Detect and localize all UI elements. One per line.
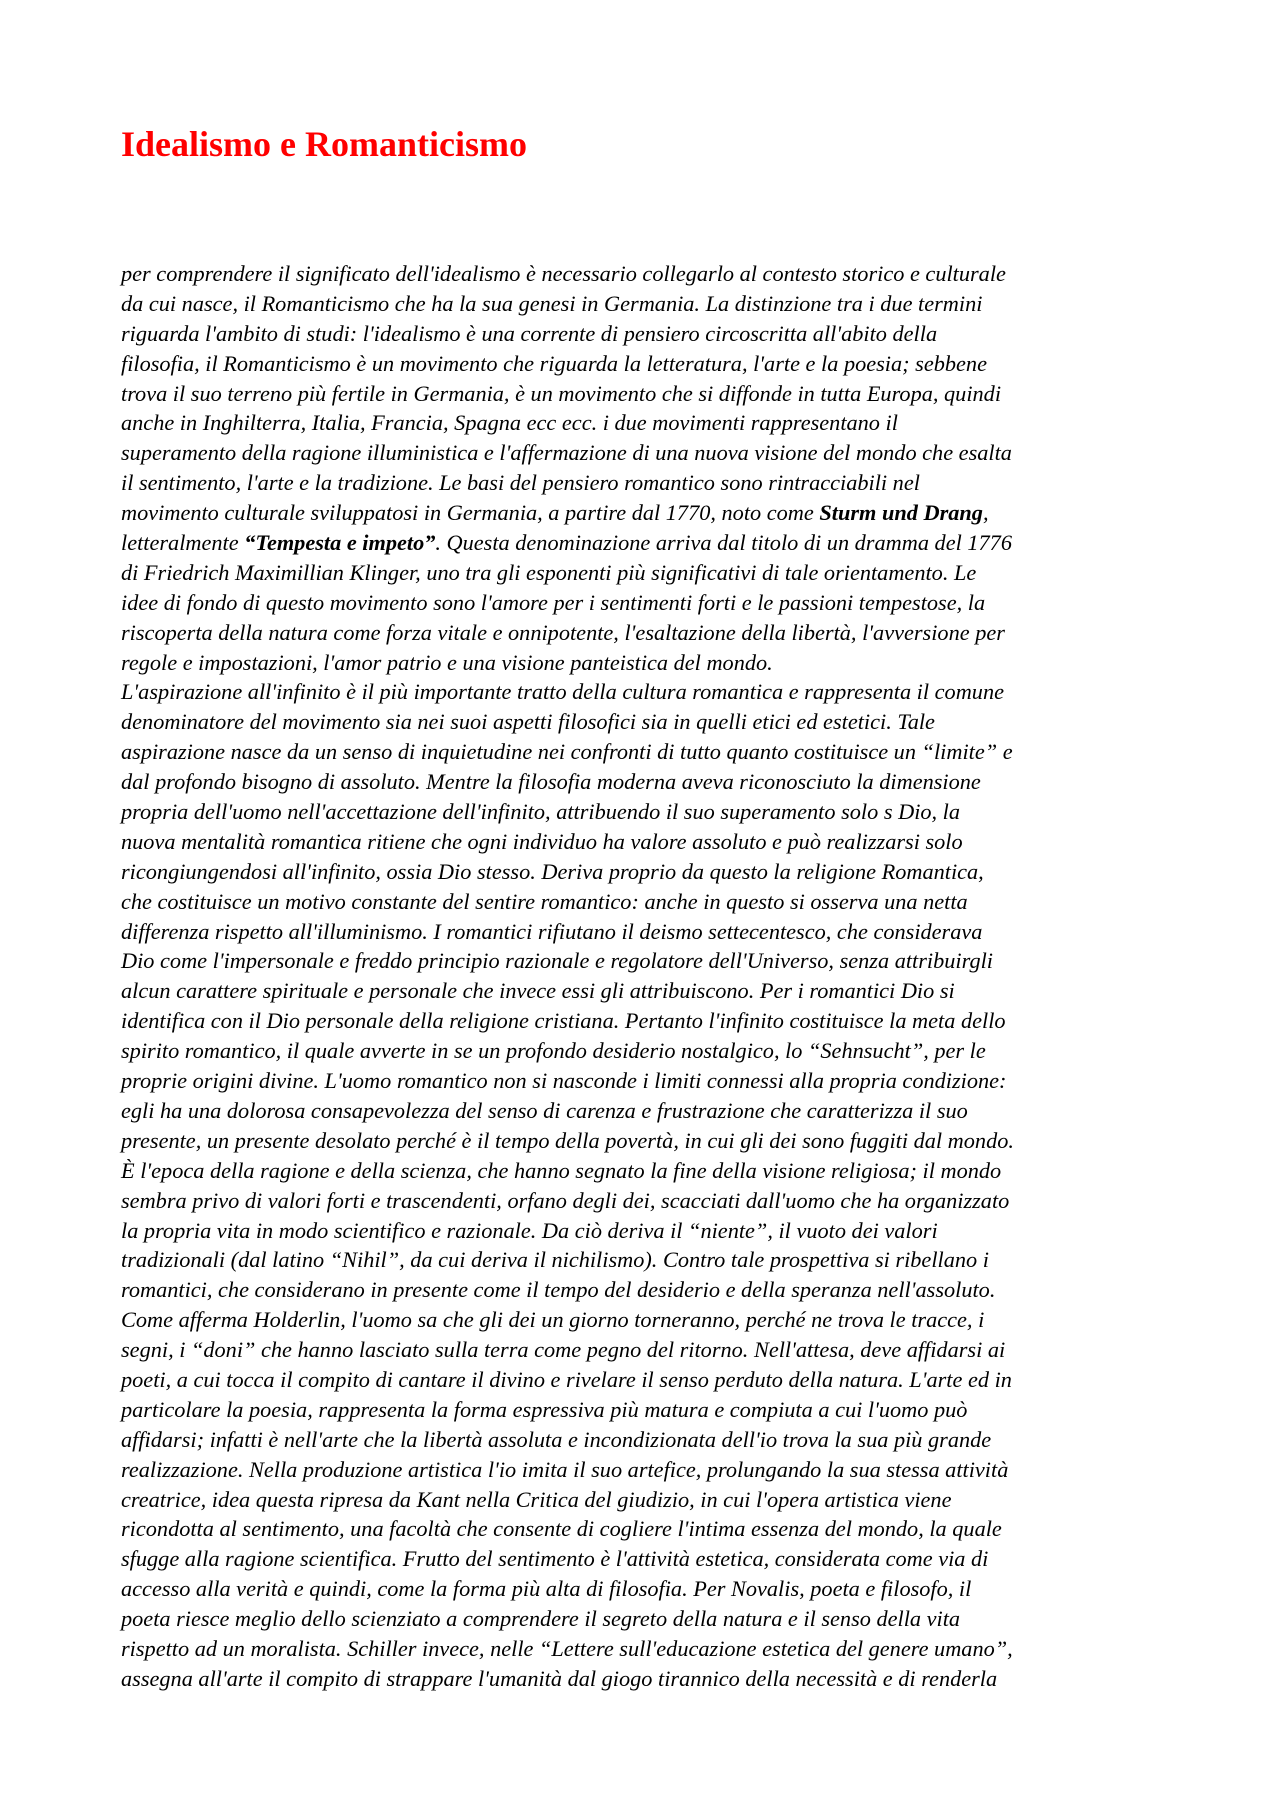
text-run: assegna all'arte il compito di strappare l'umanità dal giogo tirannico della necessità e di renderla xyxy=(121,1665,998,1691)
text-line xyxy=(121,976,1171,1006)
text-line xyxy=(121,379,1171,409)
text-run: poeta riesce meglio dello scienziato a comprendere il segreto della natura e il senso della vita xyxy=(121,1606,961,1632)
text-line xyxy=(121,1485,1171,1515)
text-line xyxy=(121,1245,1171,1275)
text-line xyxy=(121,1036,1171,1066)
text-run: , xyxy=(982,500,989,526)
text-run: regole e impostazioni, l'amor patrio e una visione panteistica del mondo. xyxy=(121,649,773,675)
text-line xyxy=(121,528,1171,558)
text-line xyxy=(121,1664,1171,1694)
text-line xyxy=(121,677,1171,707)
text-line xyxy=(121,1395,1171,1425)
text-line xyxy=(121,648,1171,678)
page-title: Idealismo e Romanticismo xyxy=(121,124,527,164)
text-line xyxy=(121,618,1171,648)
text-line xyxy=(121,946,1171,976)
text-line xyxy=(121,498,1171,528)
text-line xyxy=(121,408,1171,438)
text-run: È l'epoca della ragione e della scienza, che hanno segnato la fine della visione religiosa; il mondo xyxy=(121,1157,1002,1183)
text-run: il sentimento, l'arte e la tradizione. Le basi del pensiero romantico sono rintracciabili nel xyxy=(121,470,920,496)
text-line xyxy=(121,857,1171,887)
text-line xyxy=(121,1365,1171,1395)
text-run: ricongiungendosi all'infinito, ossia Dio stesso. Deriva proprio da questo la religione Romantica, xyxy=(121,858,984,884)
text-run: alcun carattere spirituale e personale che invece essi gli attribuiscono. Per i romantici Dio si xyxy=(121,978,955,1004)
text-run: particolare la poesia, rappresenta la forma espressiva più matura e compiuta a cui l'uomo può xyxy=(121,1396,968,1422)
text-line xyxy=(121,319,1171,349)
text-run: poeti, a cui tocca il compito di cantare il divino e rivelare il senso perduto della natura. L'arte ed in xyxy=(121,1366,1012,1392)
text-run: superamento della ragione illuministica e l'affermazione di una nuova visione del mondo che esalta xyxy=(121,440,1012,466)
text-run: che costituisce un motivo constante del sentire romantico: anche in questo si osserva una netta xyxy=(121,888,968,914)
text-line xyxy=(121,1425,1171,1455)
text-line xyxy=(121,1096,1171,1126)
text-run: creatrice, idea questa ripresa da Kant nella Critica del giudizio, in cui l'opera artistica viene xyxy=(121,1486,952,1512)
text-line xyxy=(121,1634,1171,1664)
text-line xyxy=(121,887,1171,917)
text-line xyxy=(121,558,1171,588)
body-text xyxy=(121,259,1171,1694)
text-line xyxy=(121,259,1171,289)
text-line xyxy=(121,1275,1171,1305)
text-line xyxy=(121,1305,1171,1335)
text-run: denominatore del movimento sia nei suoi aspetti filosofici sia in quelli etici ed estetici. Tale xyxy=(121,709,935,735)
text-line xyxy=(121,468,1171,498)
text-run: proprie origini divine. L'uomo romantico non si nasconde i limiti connessi alla propria condizione: xyxy=(121,1068,1007,1094)
text-line xyxy=(121,1006,1171,1036)
text-line xyxy=(121,1186,1171,1216)
text-line xyxy=(121,917,1171,947)
text-line xyxy=(121,797,1171,827)
text-line xyxy=(121,1574,1171,1604)
text-run: per comprendere il significato dell'idealismo è necessario collegarlo al contesto storico e culturale xyxy=(121,261,1006,286)
text-run: letteralmente xyxy=(121,530,245,556)
text-run: filosofia, il Romanticismo è un movimento che riguarda la letteratura, l'arte e la poesia; sebbene xyxy=(121,350,987,376)
text-run: di Friedrich Maximillian Klinger, uno tra gli esponenti più significativi di tale orientamento. Le xyxy=(121,559,977,585)
text-line xyxy=(121,737,1171,767)
text-line xyxy=(121,1126,1171,1156)
text-line xyxy=(121,707,1171,737)
bold-term: “Tempesta e impeto” xyxy=(244,530,436,556)
text-run: dal profondo bisogno di assoluto. Mentre la filosofia moderna aveva riconosciuto la dimensione xyxy=(121,769,981,795)
text-run: rispetto ad un moralista. Schiller invece, nelle “Lettere sull'educazione estetica del genere umano”, xyxy=(121,1635,1013,1661)
text-line xyxy=(121,349,1171,379)
text-line xyxy=(121,767,1171,797)
text-run: anche in Inghilterra, Italia, Francia, Spagna ecc ecc. i due movimenti rappresentano il xyxy=(121,410,898,436)
text-run: propria dell'uomo nell'accettazione dell'infinito, attribuendo il suo superamento solo s Dio, la xyxy=(121,799,961,825)
text-run: Come afferma Holderlin, l'uomo sa che gli dei un giorno torneranno, perché ne trova le tracce, i xyxy=(121,1307,985,1333)
text-run: affidarsi; infatti è nell'arte che la libertà assoluta e incondizionata dell'io trova la sua più grande xyxy=(121,1426,992,1452)
text-run: tradizionali (dal latino “Nihil”, da cui deriva il nichilismo). Contro tale prospettiva si ribellano i xyxy=(121,1247,989,1273)
bold-term: Sturm und Drang xyxy=(819,500,983,526)
text-run: segni, i “doni” che hanno lasciato sulla terra come pegno del ritorno. Nell'attesa, deve affidarsi ai xyxy=(121,1337,1006,1363)
text-line xyxy=(121,827,1171,857)
text-run: aspirazione nasce da un senso di inquietudine nei confronti di tutto quanto costituisce un “limite” e xyxy=(121,739,1013,765)
text-run: trova il suo terreno più fertile in Germania, è un movimento che si diffonde in tutta Europa, quindi xyxy=(121,380,1002,406)
text-run: ricondotta al sentimento, una facoltà che consente di cogliere l'intima essenza del mondo, la quale xyxy=(121,1516,1002,1542)
text-line xyxy=(121,1335,1171,1365)
text-run: L'aspirazione all'infinito è il più importante tratto della cultura romantica e rappresenta il comune xyxy=(121,679,1004,705)
text-line xyxy=(121,1544,1171,1574)
text-run: Dio come l'impersonale e freddo principio razionale e regolatore dell'Universo, senza attribuirgli xyxy=(121,948,993,974)
text-run: spirito romantico, il quale avverte in se un profondo desiderio nostalgico, lo “Sehnsucht”, per le xyxy=(121,1038,986,1064)
text-run: egli ha una dolorosa consapevolezza del senso di carenza e frustrazione che caratterizza il suo xyxy=(121,1097,968,1123)
text-line xyxy=(121,1455,1171,1485)
text-run: sfugge alla ragione scientifica. Frutto del sentimento è l'attività estetica, considerata come via di xyxy=(121,1546,989,1572)
text-run: identifica con il Dio personale della religione cristiana. Pertanto l'infinito costituisce la meta dello xyxy=(121,1008,1006,1034)
text-run: da cui nasce, il Romanticismo che ha la sua genesi in Germania. La distinzione tra i due termini xyxy=(121,290,983,316)
text-line xyxy=(121,588,1171,618)
text-line xyxy=(121,1604,1171,1634)
text-line xyxy=(121,1514,1171,1544)
text-run: presente, un presente desolato perché è il tempo della povertà, in cui gli dei sono fuggiti dal mondo. xyxy=(121,1127,1014,1153)
text-run: riguarda l'ambito di studi: l'idealismo è una corrente di pensiero circoscritta all'abito della xyxy=(121,320,938,346)
text-run: romantici, che considerano in presente come il tempo del desiderio e della speranza nell'assoluto. xyxy=(121,1277,996,1303)
text-run: . Questa denominazione arriva dal titolo di un dramma del 1776 xyxy=(435,530,1012,556)
text-run: accesso alla verità e quindi, come la forma più alta di filosofia. Per Novalis, poeta e filosofo, il xyxy=(121,1576,972,1602)
text-run: nuova mentalità romantica ritiene che ogni individuo ha valore assoluto e può realizzarsi solo xyxy=(121,828,963,854)
text-run: riscoperta della natura come forza vitale e onnipotente, l'esaltazione della libertà, l'avversione per xyxy=(121,619,1005,645)
text-run: sembra privo di valori forti e trascendenti, orfano degli dei, scacciati dall'uomo che ha organizzato xyxy=(121,1187,1010,1213)
text-line xyxy=(121,289,1171,319)
text-run: movimento culturale sviluppatosi in Germania, a partire dal 1770, noto come xyxy=(121,500,820,526)
text-run: la propria vita in modo scientifico e razionale. Da ciò deriva il “niente”, il vuoto dei valori xyxy=(121,1217,938,1243)
text-line xyxy=(121,1216,1171,1246)
text-line xyxy=(121,438,1171,468)
text-run: idee di fondo di questo movimento sono l'amore per i sentimenti forti e le passioni tempestose, la xyxy=(121,589,986,615)
text-line xyxy=(121,1156,1171,1186)
text-run: realizzazione. Nella produzione artistica l'io imita il suo artefice, prolungando la sua stessa attività xyxy=(121,1456,1009,1482)
text-line xyxy=(121,1066,1171,1096)
text-run: differenza rispetto all'illuminismo. I romantici rifiutano il deismo settecentesco, che considerava xyxy=(121,918,983,944)
